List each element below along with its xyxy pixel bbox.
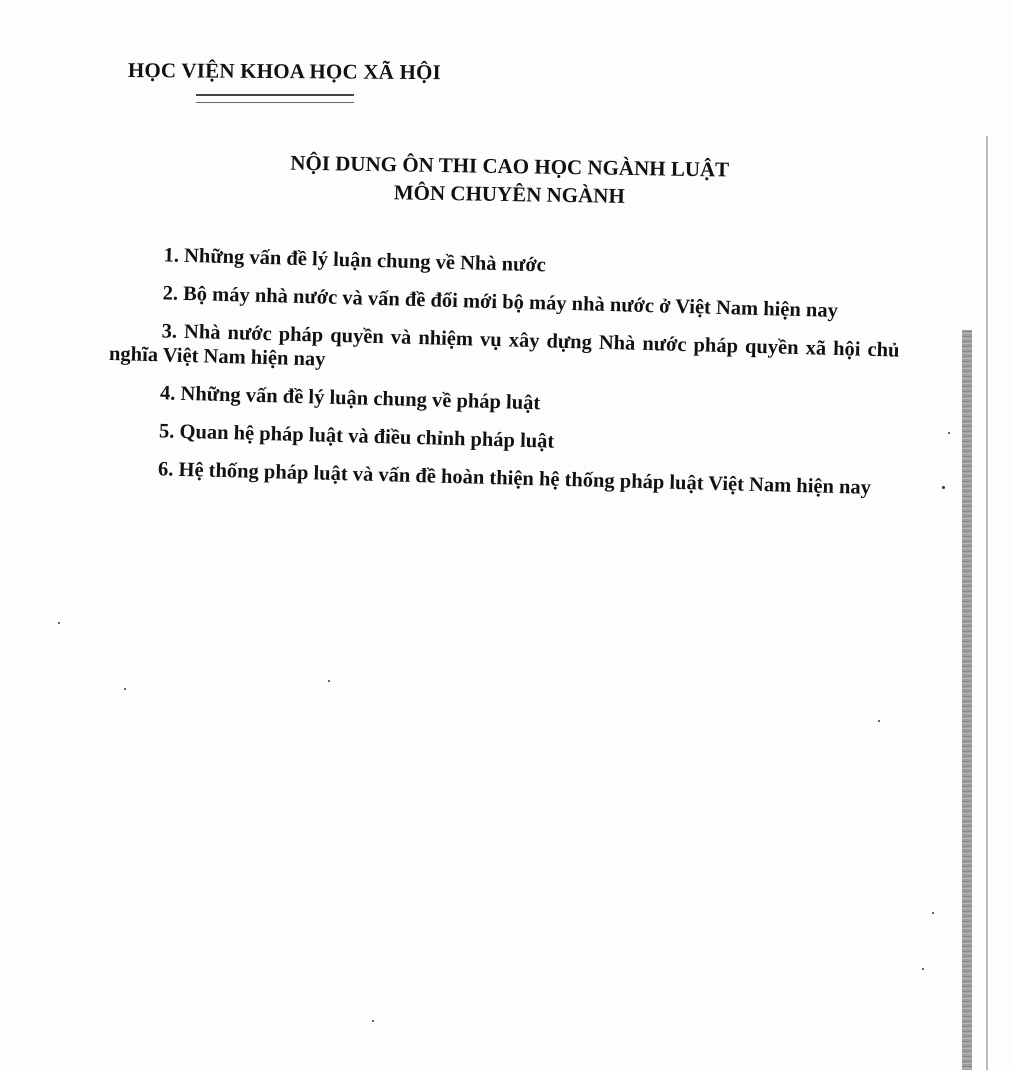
- scan-speck: [948, 432, 950, 434]
- scan-speck: [878, 720, 880, 722]
- topic-item-3: 3. Nhà nước pháp quyền và nhiệm vụ xây dựng Nhà nước pháp quyền xã hội chủ nghĩa Việt Nam hiện nay: [108, 320, 900, 371]
- scan-speck: [372, 1020, 374, 1022]
- scan-speck: [58, 622, 60, 624]
- document-title: [249, 148, 770, 212]
- scan-binding-edge: [962, 330, 972, 1070]
- topic-item-5: 5. Quan hệ pháp luật và điều chỉnh pháp luật: [158, 420, 555, 453]
- topic-item-4: 4. Những vấn đề lý luận chung về pháp luật: [159, 382, 541, 415]
- scan-speck: [124, 688, 126, 690]
- title-line-2: MÔN CHUYÊN NGÀNH: [393, 180, 625, 208]
- scan-speck: [932, 912, 934, 914]
- scan-speck: [922, 968, 924, 970]
- title-line-1: NỘI DUNG ÔN THI CAO HỌC NGÀNH LUẬT: [290, 150, 730, 182]
- institution-name: HỌC VIỆN KHOA HỌC XÃ HỘI: [127, 58, 442, 85]
- scan-speck: [328, 680, 330, 682]
- topic-item-2: 2. Bộ máy nhà nước và vấn đề đổi mới bộ máy nhà nước ở Việt Nam hiện nay: [162, 282, 839, 323]
- scan-speck: [942, 486, 945, 489]
- topic-item-6: 6. Hệ thống pháp luật và vấn đề hoàn thiện hệ thống pháp luật Việt Nam hiện nay: [157, 458, 872, 499]
- institution-underline: [196, 94, 354, 103]
- topic-list: [105, 242, 901, 515]
- topic-item-1: 1. Những vấn đề lý luận chung về Nhà nước: [163, 244, 547, 277]
- scan-edge-line: [986, 136, 988, 1070]
